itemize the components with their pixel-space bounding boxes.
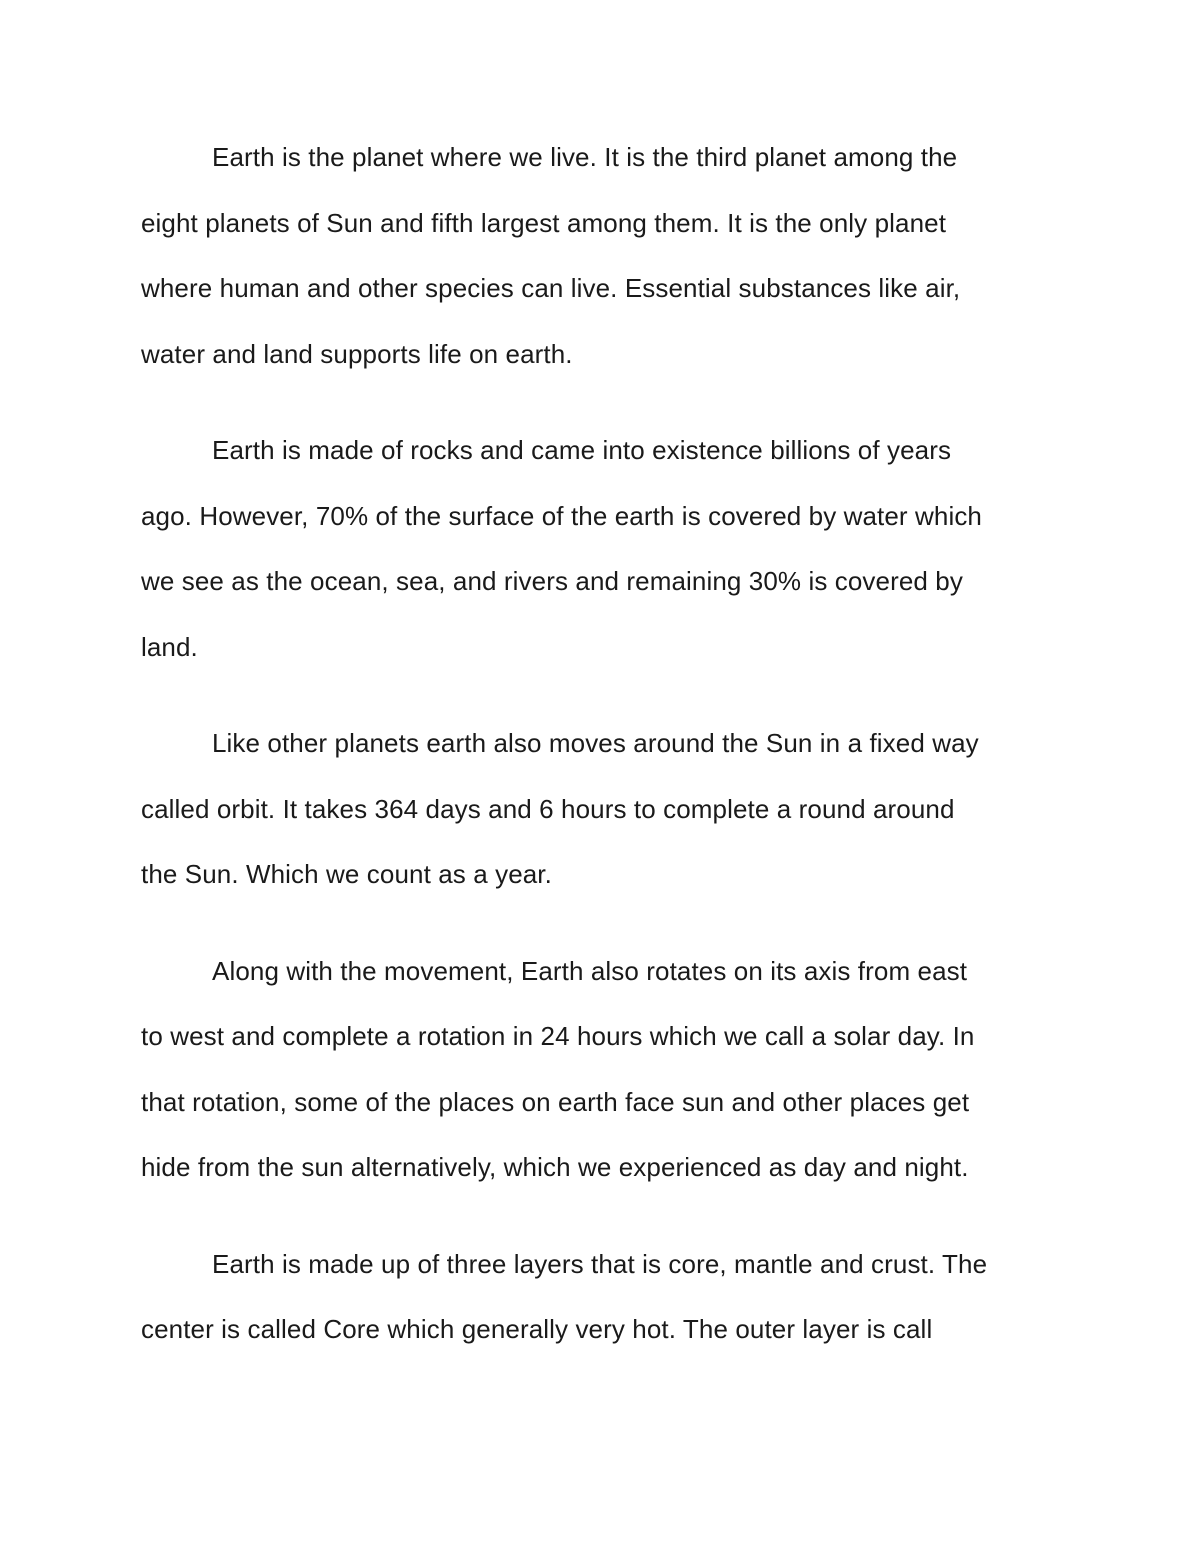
- paragraph-line: that rotation, some of the places on earth face sun and other places get: [141, 1086, 970, 1117]
- paragraph-line: Earth is the planet where we live. It is the third planet among the: [212, 142, 958, 172]
- paragraph-line: Along with the movement, Earth also rotates on its axis from east: [212, 955, 968, 986]
- paragraph-line: ago. However, 70% of the surface of the earth is covered by water which: [141, 500, 982, 531]
- paragraph-line: center is called Core which generally very hot. The outer layer is call: [141, 1314, 933, 1344]
- paragraph-2: [141, 418, 1066, 680]
- paragraph-line: hide from the sun alternatively, which we experienced as day and night.: [141, 1152, 969, 1182]
- paragraph-5: [141, 1232, 1066, 1363]
- paragraph-line: land.: [141, 631, 198, 662]
- paragraph-line: Earth is made up of three layers that is core, mantle and crust. The: [212, 1248, 988, 1279]
- paragraph-line: eight planets of Sun and fifth largest among them. It is the only planet: [141, 207, 947, 238]
- paragraph-line: where human and other species can live. Essential substances like air,: [141, 273, 961, 303]
- paragraph-3: [141, 711, 1066, 908]
- paragraph-line: to west and complete a rotation in 24 hours which we call a solar day. In: [141, 1021, 975, 1051]
- paragraph-line: called orbit. It takes 364 days and 6 hours to complete a round around: [141, 793, 955, 824]
- paragraph-4: [141, 939, 1066, 1201]
- paragraph-line: Earth is made of rocks and came into existence billions of years: [212, 435, 952, 465]
- document-body: [141, 125, 1066, 1394]
- paragraph-line: the Sun. Which we count as a year.: [141, 859, 552, 889]
- paragraph-1: [141, 125, 1066, 387]
- paragraph-line: Like other planets earth also moves around the Sun in a fixed way: [212, 728, 979, 758]
- paragraph-line: water and land supports life on earth.: [141, 338, 573, 369]
- paragraph-line: we see as the ocean, sea, and rivers and remaining 30% is covered by: [141, 566, 963, 596]
